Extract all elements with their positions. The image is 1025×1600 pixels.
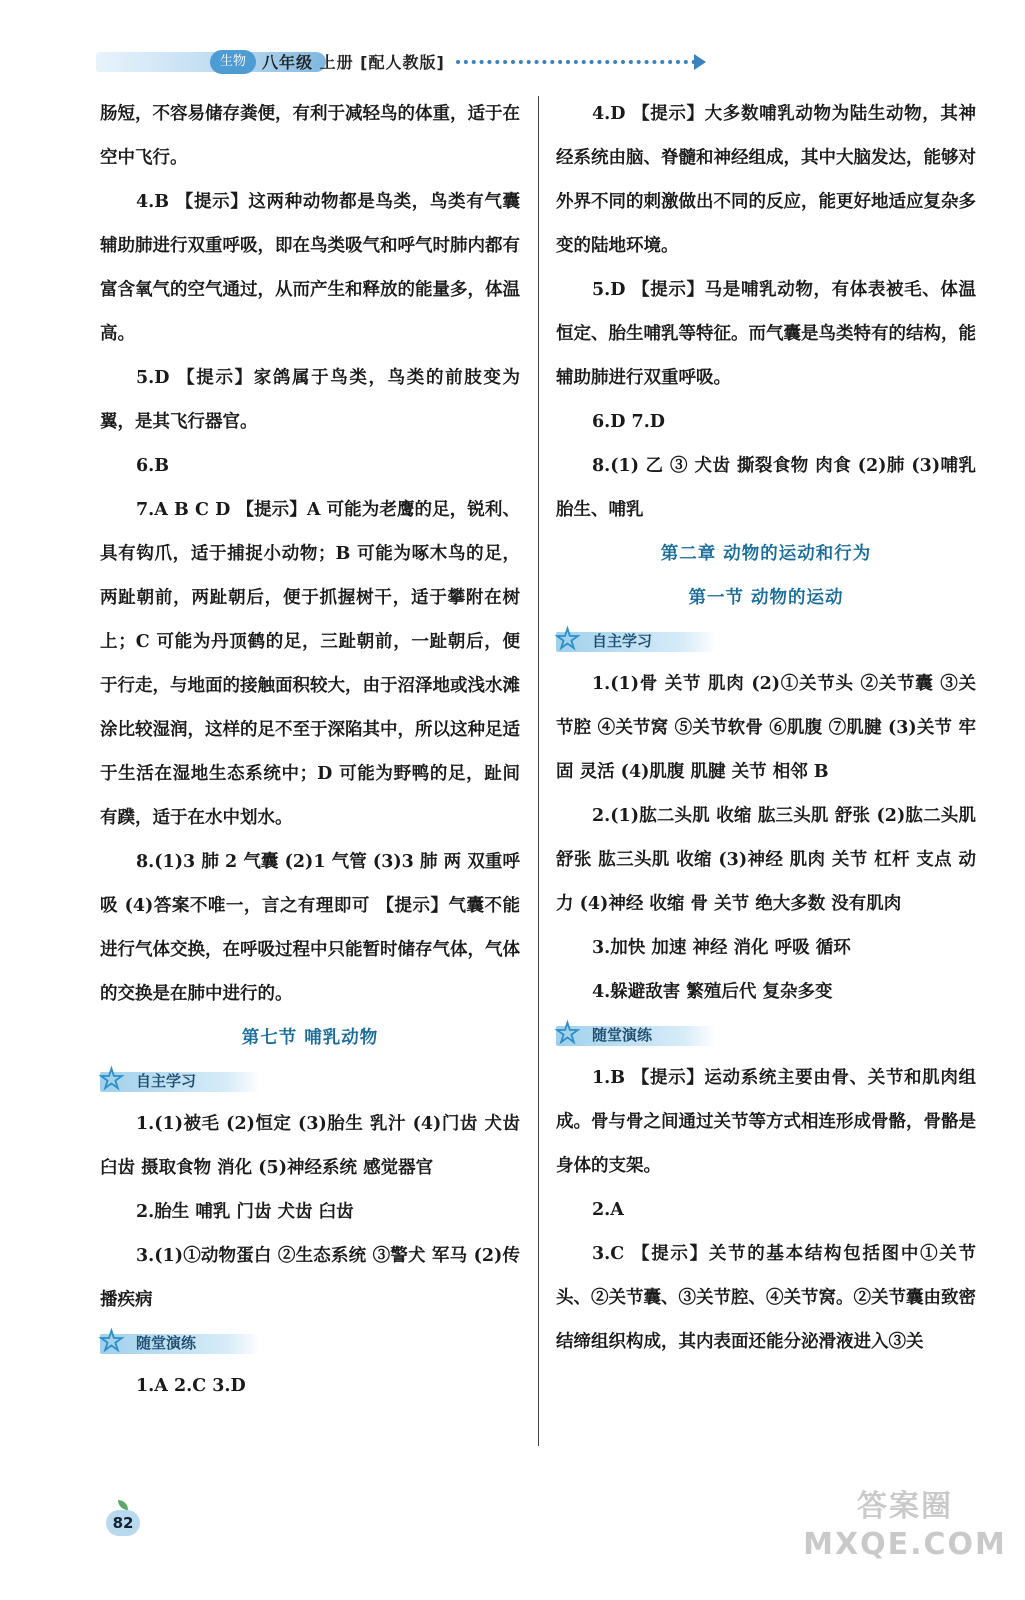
chapter-title: 第二章 动物的运动和行为 [660, 544, 872, 564]
answer-paragraph: 8.(1)3 肺 2 气囊 (2)1 气管 (3)3 肺 两 双重呼吸 (4)答案不唯一，言之有理即可 【提示】气囊不能进行气体交换，在呼吸过程中只能暂时储存气体，气体的交换是在肺中进行的。 [100, 852, 520, 1004]
page-header [96, 40, 696, 84]
answer-paragraph: 3.(1)①动物蛋白 ②生态系统 ③警犬 军马 (2)传播疾病 [100, 1246, 520, 1310]
page-number: 82 [106, 1510, 140, 1536]
right-column [556, 92, 976, 1364]
answer-paragraph: 2.(1)肱二头肌 收缩 肱三头肌 舒张 (2)肱二头肌 舒张 肱三头肌 收缩 (3)神经 肌肉 关节 杠杆 支点 动力 (4)神经 收缩 骨 关节 绝大多数 没有肌肉 [556, 806, 976, 914]
subject-logo: 生物 [210, 50, 256, 74]
book-title: 八年级 上册 [配人教版] [262, 53, 445, 72]
answer-paragraph: 1.A 2.C 3.D [136, 1376, 246, 1396]
answer-paragraph: 5.D 【提示】马是哺乳动物，有体表被毛、体温恒定、胎生哺乳等特征。而气囊是鸟类特有的结构，能辅助肺进行双重呼吸。 [556, 280, 976, 388]
answer-paragraph: 6.B [136, 456, 170, 476]
star-icon: ☆ [554, 622, 581, 657]
answer-paragraph: 1.(1)骨 关节 肌肉 (2)①关节头 ②关节囊 ③关节腔 ④关节窝 ⑤关节软骨 ⑥肌腹 ⑦肌腱 (3)关节 牢固 灵活 (4)肌腹 肌腱 关节 相邻 B [556, 674, 976, 782]
banner-label: 自主学习 [592, 632, 653, 650]
answer-paragraph: 8.(1) 乙 ③ 犬齿 撕裂食物 肉食 (2)肺 (3)哺乳 胎生、哺乳 [556, 456, 976, 520]
header-dotted-line [456, 60, 696, 64]
section-title: 第一节 动物的运动 [688, 588, 844, 608]
star-icon: ☆ [98, 1324, 125, 1359]
left-column [100, 92, 520, 1408]
star-icon: ☆ [554, 1016, 581, 1051]
banner-label: 随堂演练 [592, 1026, 653, 1044]
answer-paragraph: 2.胎生 哺乳 门齿 犬齿 臼齿 [136, 1202, 354, 1222]
banner-label: 随堂演练 [136, 1334, 197, 1352]
answer-paragraph: 2.A [592, 1200, 624, 1220]
star-icon: ☆ [98, 1062, 125, 1097]
column-divider [538, 96, 539, 1446]
section-banner [554, 622, 976, 657]
answer-paragraph: 1.(1)被毛 (2)恒定 (3)胎生 乳汁 (4)门齿 犬齿 臼齿 摄取食物 消化 (5)神经系统 感觉器官 [100, 1114, 520, 1178]
arrow-right-icon [694, 54, 706, 70]
banner-label: 自主学习 [136, 1072, 197, 1090]
answer-paragraph: 6.D 7.D [592, 412, 665, 432]
section-banner [98, 1324, 520, 1359]
answer-paragraph: 1.B 【提示】运动系统主要由骨、关节和肌肉组成。骨与骨之间通过关节等方式相连形成骨骼，骨骼是身体的支架。 [556, 1068, 976, 1176]
answer-paragraph: 4.躲避敌害 繁殖后代 复杂多变 [592, 982, 833, 1002]
answer-paragraph: 7.A B C D 【提示】A 可能为老鹰的足，锐利、具有钩爪，适于捕捉小动物；B 可能为啄木鸟的足，两趾朝前，两趾朝后，便于抓握树干，适于攀附在树上；C 可能为丹顶鹤的足，三趾朝前，一趾朝后，便于行走，与地面的接触面积较大，由于沼泽地或浅水滩涂比较湿润，这样的足不至于深陷其中，所以这种足适于生活在湿地生态系统中；D 可能为野鸭的足，趾间有蹼，适于在水中划水。 [100, 500, 520, 828]
section-title: 第七节 哺乳动物 [241, 1028, 379, 1048]
answer-paragraph: 肠短，不容易储存粪便，有利于减轻鸟的体重，适于在空中飞行。 [100, 104, 520, 168]
answer-paragraph: 5.D 【提示】家鸽属于鸟类，鸟类的前肢变为翼，是其飞行器官。 [100, 368, 520, 432]
answer-paragraph: 4.B 【提示】这两种动物都是鸟类，鸟类有气囊辅助肺进行双重呼吸，即在鸟类吸气和呼气时肺内都有富含氧气的空气通过，从而产生和释放的能量多，体温高。 [100, 192, 520, 344]
answer-paragraph: 3.C 【提示】关节的基本结构包括图中①关节头、②关节囊、③关节腔、④关节窝。②关节囊由致密结缔组织构成，其内表面还能分泌滑液进入③关 [556, 1244, 976, 1352]
section-banner [98, 1062, 520, 1097]
section-banner [554, 1016, 976, 1051]
answer-paragraph: 4.D 【提示】大多数哺乳动物为陆生动物，其神经系统由脑、脊髓和神经组成，其中大脑发达，能够对外界不同的刺激做出不同的反应，能更好地适应复杂多变的陆地环境。 [556, 104, 976, 256]
answer-paragraph: 3.加快 加速 神经 消化 呼吸 循环 [592, 938, 851, 958]
leaf-icon [118, 1500, 128, 1510]
watermark: 答案圈 MXQE.COM [803, 1489, 1007, 1562]
